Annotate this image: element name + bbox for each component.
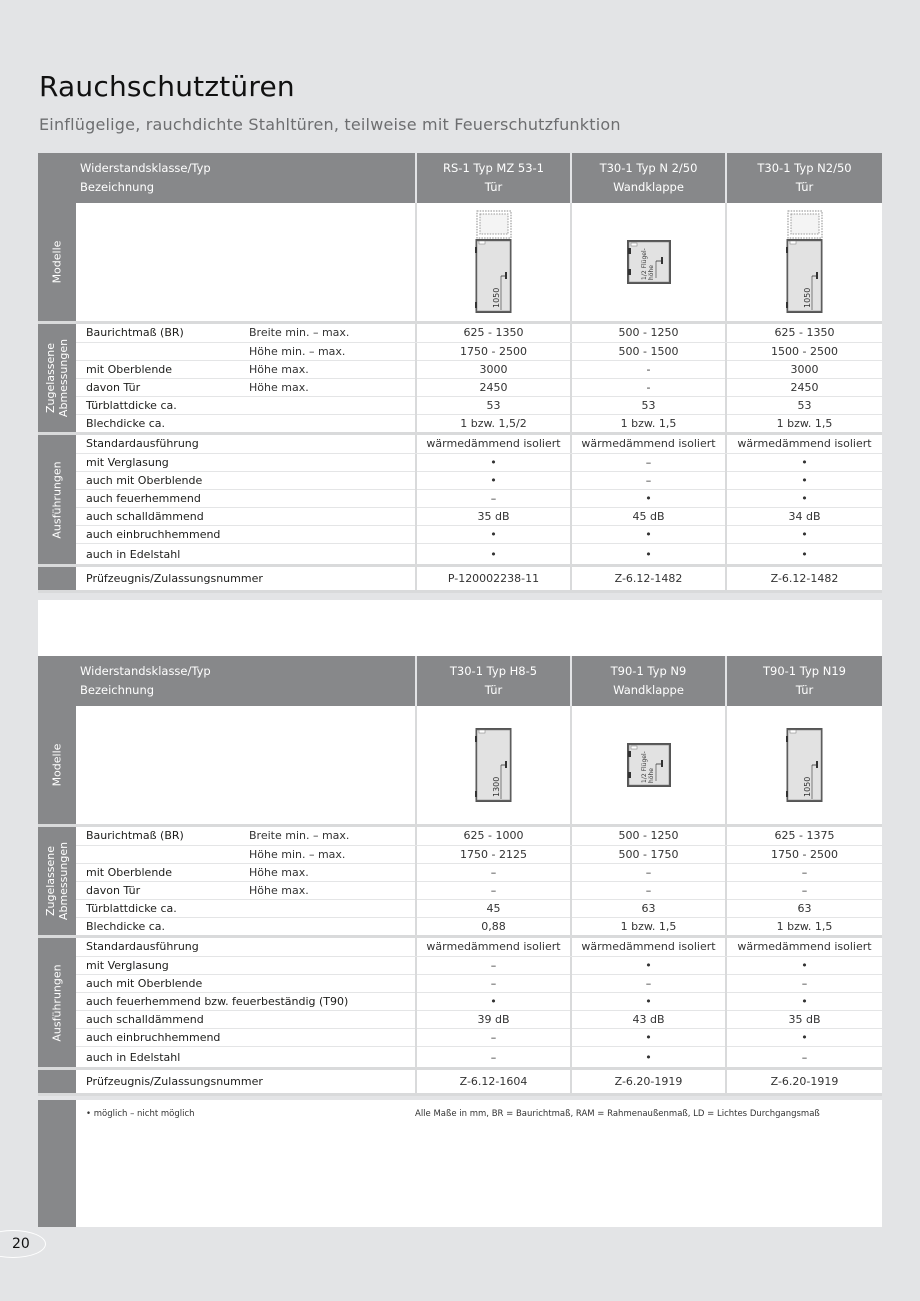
- door-with-transom-drawing-icon: [725, 203, 882, 321]
- table-row: [76, 342, 882, 360]
- cell-value: •: [570, 1029, 725, 1047]
- row-label: Prüfzeugnis/Zulassungsnummer: [86, 1075, 263, 1088]
- cell-value: –: [415, 864, 570, 882]
- row-label: mit Oberblende: [86, 866, 173, 879]
- page-number-badge: [0, 1230, 46, 1258]
- table-spacer: [38, 600, 882, 656]
- table-row: [76, 1046, 882, 1067]
- product-name: Wandklappe: [613, 683, 684, 697]
- cell-value: •: [725, 490, 882, 508]
- row-label: auch feuerhemmend: [86, 492, 201, 505]
- table-row: [76, 827, 882, 845]
- product-type: T30-1 Typ N 2/50: [599, 161, 698, 175]
- approval-number: Z-6.20-1919: [725, 1070, 882, 1094]
- product-type: T30-1 Typ H8-5: [449, 664, 538, 678]
- table-row: [76, 567, 882, 590]
- cell-value: 1750 - 2500: [415, 343, 570, 361]
- table-row: [76, 435, 882, 453]
- approval-side-bar: [38, 567, 76, 590]
- table-row: [76, 956, 882, 974]
- header-label-name: Bezeichnung: [80, 683, 155, 697]
- cell-value: 625 - 1000: [415, 827, 570, 845]
- dimensions-section: [38, 324, 882, 435]
- table-row: [76, 917, 882, 935]
- product-table-2: [38, 656, 882, 1096]
- cell-value: –: [415, 975, 570, 993]
- cell-value: 1750 - 2125: [415, 846, 570, 864]
- table-row: [76, 525, 882, 543]
- row-label: auch einbruchhemmend: [86, 528, 221, 541]
- legend-symbols: • möglich – nicht möglich: [86, 1109, 195, 1119]
- table-row: [76, 453, 882, 471]
- cell-value: 500 - 1250: [570, 827, 725, 845]
- row-label: auch feuerhemmend bzw. feuerbeständig (T90): [86, 995, 349, 1008]
- cell-value: •: [725, 454, 882, 472]
- header-side-cell: [38, 153, 76, 203]
- row-label: mit Verglasung: [86, 959, 169, 972]
- approval-number: Z-6.12-1604: [415, 1070, 570, 1094]
- cell-value: 500 - 1750: [570, 846, 725, 864]
- cell-value: 53: [725, 397, 882, 415]
- cell-value: –: [570, 864, 725, 882]
- cell-value: 34 dB: [725, 508, 882, 526]
- row-label: auch einbruchhemmend: [86, 1031, 221, 1044]
- row-sublabel: Höhe max.: [249, 363, 309, 376]
- table-row: [76, 507, 882, 525]
- column-header: [725, 153, 882, 203]
- table-row: [76, 543, 882, 564]
- table-row: [76, 360, 882, 378]
- row-label: davon Tür: [86, 884, 141, 897]
- row-label: Standardausführung: [86, 437, 199, 450]
- product-type: T90-1 Typ N19: [762, 664, 846, 678]
- header-label-name: Bezeichnung: [80, 180, 155, 194]
- section-label-features: Ausführungen: [38, 435, 76, 564]
- page-title: Rauchschutztüren: [39, 70, 295, 103]
- approval-number: Z-6.12-1482: [570, 567, 725, 591]
- features-section: [38, 435, 882, 567]
- cell-value: 1750 - 2500: [725, 846, 882, 864]
- section-label-models: Modelle: [38, 706, 76, 824]
- row-label: Blechdicke ca.: [86, 417, 166, 430]
- cell-value: -: [570, 361, 725, 379]
- cell-value: 39 dB: [415, 1011, 570, 1029]
- row-sublabel: Höhe max.: [249, 884, 309, 897]
- cell-value: 1 bzw. 1,5: [570, 415, 725, 433]
- cell-value: 2450: [725, 379, 882, 397]
- row-label: auch mit Oberblende: [86, 474, 203, 487]
- section-label-dimensions: Zugelassene Abmessungen: [38, 827, 76, 935]
- cell-value: –: [415, 882, 570, 900]
- cell-value: -: [570, 379, 725, 397]
- cell-value: •: [725, 957, 882, 975]
- cell-value: –: [570, 454, 725, 472]
- cell-value: wärmedämmend isoliert: [415, 435, 570, 453]
- row-label: [86, 343, 249, 361]
- cell-value: 625 - 1350: [415, 324, 570, 342]
- row-sublabel: Höhe max.: [249, 866, 309, 879]
- row-label: davon Tür: [86, 381, 141, 394]
- cell-value: –: [415, 1029, 570, 1047]
- cell-value: 500 - 1250: [570, 324, 725, 342]
- header-side-cell: [38, 656, 76, 706]
- section-label-dimensions: Zugelassene Abmessungen: [38, 324, 76, 432]
- cell-value: •: [570, 957, 725, 975]
- cell-value: •: [415, 454, 570, 472]
- row-label: [86, 846, 249, 864]
- row-label: auch mit Oberblende: [86, 977, 203, 990]
- cell-value: 63: [570, 900, 725, 918]
- cell-value: •: [570, 490, 725, 508]
- cell-value: •: [415, 544, 570, 565]
- table-row: [76, 414, 882, 432]
- table-row: [76, 899, 882, 917]
- cell-value: –: [725, 864, 882, 882]
- cell-value: –: [570, 975, 725, 993]
- cell-value: 3000: [725, 361, 882, 379]
- row-label: Türblattdicke ca.: [86, 399, 177, 412]
- column-header: [570, 153, 725, 203]
- features-section: [38, 938, 882, 1070]
- product-type: RS-1 Typ MZ 53-1: [443, 161, 544, 175]
- product-name: Tür: [484, 180, 503, 194]
- section-label-models: Modelle: [38, 203, 76, 321]
- table-row: [76, 938, 882, 956]
- table-row: [76, 324, 882, 342]
- product-type: T90-1 Typ N9: [610, 664, 687, 678]
- row-sublabel: Breite min. – max.: [249, 326, 350, 339]
- header-label-type: Widerstandsklasse/Typ: [80, 161, 211, 175]
- cell-value: 625 - 1350: [725, 324, 882, 342]
- svg-text:1050: 1050: [491, 287, 501, 308]
- column-header: [415, 656, 570, 706]
- cell-value: 63: [725, 900, 882, 918]
- cell-value: –: [725, 1047, 882, 1068]
- table-header: [38, 656, 882, 706]
- cell-value: 45: [415, 900, 570, 918]
- table-row: [76, 863, 882, 881]
- cell-value: –: [415, 1047, 570, 1068]
- row-label: Türblattdicke ca.: [86, 902, 177, 915]
- approval-side-bar: [38, 1070, 76, 1093]
- table-row: [76, 992, 882, 1010]
- table-row: [76, 881, 882, 899]
- row-label: Baurichtmaß (BR): [86, 829, 184, 842]
- cell-value: 2450: [415, 379, 570, 397]
- svg-text:höhe: höhe: [647, 768, 655, 783]
- table-row: [76, 471, 882, 489]
- cell-value: –: [725, 975, 882, 993]
- approval-section: [38, 1070, 882, 1096]
- cell-value: wärmedämmend isoliert: [570, 435, 725, 453]
- row-label: Baurichtmaß (BR): [86, 326, 184, 339]
- cell-value: wärmedämmend isoliert: [570, 938, 725, 956]
- row-label: auch in Edelstahl: [86, 548, 181, 561]
- legend-footer: [38, 1100, 882, 1227]
- table-header: [38, 153, 882, 203]
- svg-text:1050: 1050: [802, 287, 812, 308]
- wall-hatch-drawing-icon: [570, 706, 725, 824]
- cell-value: 3000: [415, 361, 570, 379]
- row-label: auch schalldämmend: [86, 510, 204, 523]
- svg-text:höhe: höhe: [647, 265, 655, 280]
- cell-value: •: [570, 544, 725, 565]
- row-sublabel: Höhe max.: [249, 381, 309, 394]
- row-label: Standardausführung: [86, 940, 199, 953]
- cell-value: –: [415, 490, 570, 508]
- svg-text:1300: 1300: [491, 776, 501, 797]
- cell-value: wärmedämmend isoliert: [725, 938, 882, 956]
- product-type: T30-1 Typ N2/50: [757, 161, 852, 175]
- cell-value: •: [415, 472, 570, 490]
- cell-value: •: [725, 472, 882, 490]
- cell-value: 53: [415, 397, 570, 415]
- cell-value: –: [570, 472, 725, 490]
- cell-value: 43 dB: [570, 1011, 725, 1029]
- table-row: [76, 489, 882, 507]
- row-sublabel: Höhe min. – max.: [249, 848, 346, 861]
- row-label: Blechdicke ca.: [86, 920, 166, 933]
- table-row: [76, 378, 882, 396]
- column-header: [415, 153, 570, 203]
- table-row: [76, 1070, 882, 1093]
- cell-value: •: [725, 544, 882, 565]
- cell-value: •: [570, 526, 725, 544]
- row-sublabel: Breite min. – max.: [249, 829, 350, 842]
- cell-value: 1 bzw. 1,5: [570, 918, 725, 936]
- svg-text:1050: 1050: [802, 776, 812, 797]
- table-row: [76, 845, 882, 863]
- door-with-transom-drawing-icon: [415, 203, 570, 321]
- approval-section: [38, 567, 882, 593]
- row-label: Prüfzeugnis/Zulassungsnummer: [86, 572, 263, 585]
- cell-value: 35 dB: [725, 1011, 882, 1029]
- cell-value: 35 dB: [415, 508, 570, 526]
- door-drawing-icon: [415, 706, 570, 824]
- row-label: mit Oberblende: [86, 363, 173, 376]
- product-name: Wandklappe: [613, 180, 684, 194]
- cell-value: wärmedämmend isoliert: [415, 938, 570, 956]
- cell-value: •: [725, 993, 882, 1011]
- product-name: Tür: [795, 683, 814, 697]
- table-row: [76, 1010, 882, 1028]
- cell-value: –: [725, 882, 882, 900]
- cell-value: 45 dB: [570, 508, 725, 526]
- door-drawing-icon: [725, 706, 882, 824]
- column-header: [570, 656, 725, 706]
- row-sublabel: Höhe min. – max.: [249, 345, 346, 358]
- cell-value: –: [570, 882, 725, 900]
- models-row: [38, 706, 882, 827]
- cell-value: •: [415, 993, 570, 1011]
- cell-value: 1 bzw. 1,5: [725, 415, 882, 433]
- row-label: mit Verglasung: [86, 456, 169, 469]
- wall-hatch-drawing-icon: [570, 203, 725, 321]
- cell-value: –: [415, 957, 570, 975]
- approval-number: Z-6.12-1482: [725, 567, 882, 591]
- approval-number: P-120002238-11: [415, 567, 570, 591]
- cell-value: •: [725, 526, 882, 544]
- legend-side-bar: [38, 1100, 76, 1227]
- cell-value: 625 - 1375: [725, 827, 882, 845]
- cell-value: 1 bzw. 1,5: [725, 918, 882, 936]
- svg-text:1/2 Flügel-: 1/2 Flügel-: [640, 751, 648, 783]
- page-number: 20: [12, 1236, 30, 1252]
- svg-text:1/2 Flügel-: 1/2 Flügel-: [640, 248, 648, 280]
- cell-value: 1 bzw. 1,5/2: [415, 415, 570, 433]
- section-label-features: Ausführungen: [38, 938, 76, 1067]
- table-row: [76, 1028, 882, 1046]
- dimensions-section: [38, 827, 882, 938]
- approval-number: Z-6.20-1919: [570, 1070, 725, 1094]
- product-table-1: [38, 153, 882, 593]
- product-name: Tür: [484, 683, 503, 697]
- models-row: [38, 203, 882, 324]
- cell-value: 0,88: [415, 918, 570, 936]
- cell-value: 53: [570, 397, 725, 415]
- row-label: auch schalldämmend: [86, 1013, 204, 1026]
- column-header: [725, 656, 882, 706]
- table-row: [76, 974, 882, 992]
- cell-value: •: [725, 1029, 882, 1047]
- table-row: [76, 396, 882, 414]
- cell-value: 500 - 1500: [570, 343, 725, 361]
- cell-value: wärmedämmend isoliert: [725, 435, 882, 453]
- cell-value: •: [415, 526, 570, 544]
- product-name: Tür: [795, 180, 814, 194]
- legend-units: Alle Maße in mm, BR = Baurichtmaß, RAM = Rahmenaußenmaß, LD = Lichtes Durchgangsmaß: [415, 1109, 820, 1119]
- cell-value: •: [570, 993, 725, 1011]
- row-label: auch in Edelstahl: [86, 1051, 181, 1064]
- cell-value: •: [570, 1047, 725, 1068]
- cell-value: 1500 - 2500: [725, 343, 882, 361]
- header-label-type: Widerstandsklasse/Typ: [80, 664, 211, 678]
- page-subtitle: Einflügelige, rauchdichte Stahltüren, teilweise mit Feuerschutzfunktion: [39, 115, 621, 134]
